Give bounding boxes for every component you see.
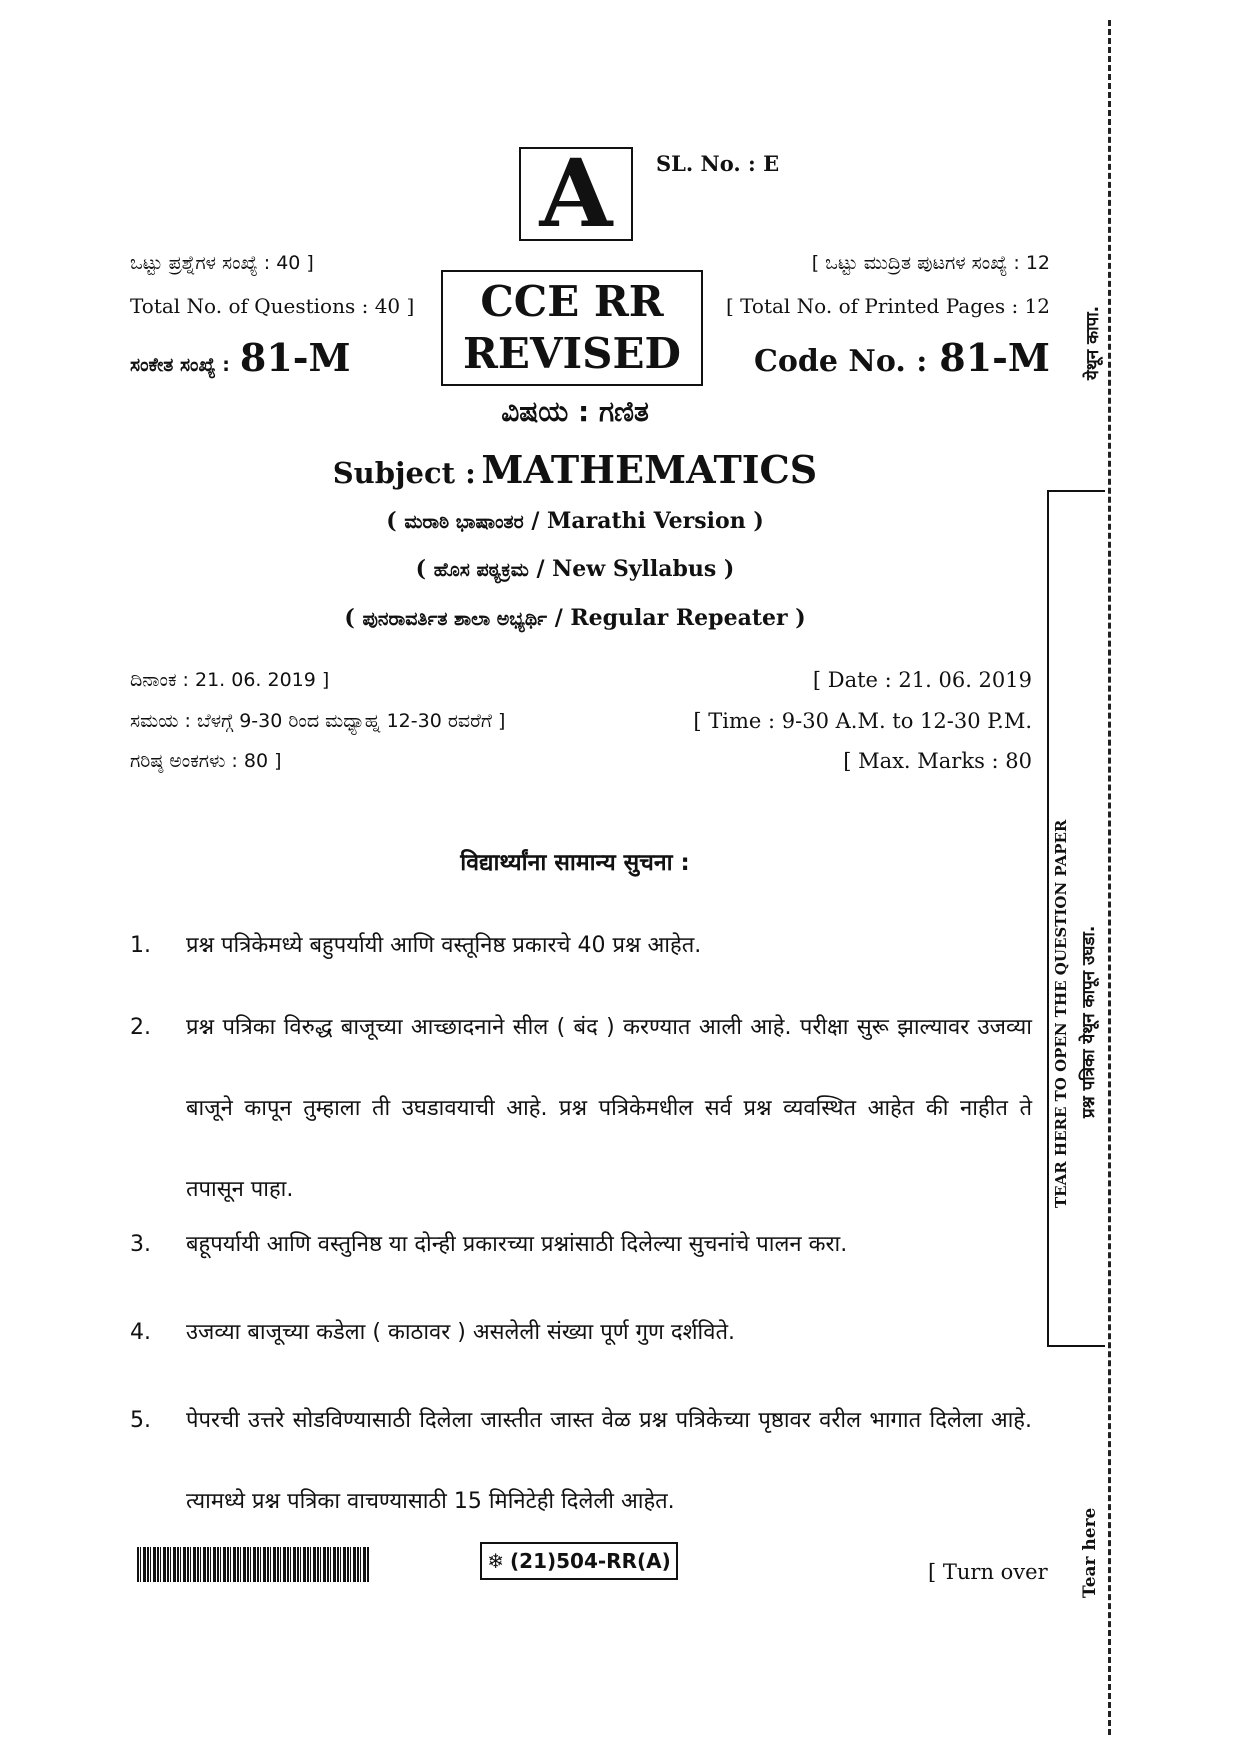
instruction-text: पेपरची उत्तरे सोडविण्यासाठी दिलेला जास्तीत जास्त वेळ प्रश्न पत्रिकेच्या पृष्ठावर वरील भागात दिलेला आहे. त्यामध्ये प्रश्न पत्रिका वाचण्यासाठी 15 मिनिटेही दिलेली आहेत. bbox=[186, 1408, 1032, 1514]
version-kannada: ಮರಾಠಿ ಭಾಷಾಂತರ bbox=[404, 511, 524, 533]
barcode bbox=[137, 1547, 370, 1582]
tear-instruction-marathi: प्रश्न पत्रिका येथून कापून उघडा. bbox=[1079, 925, 1099, 1118]
cce-line-2: REVISED bbox=[463, 329, 681, 378]
date: [ Date : 21. 06. 2019 bbox=[812, 668, 1032, 692]
side-cut-text: येथून कापा. bbox=[1083, 305, 1103, 380]
instruction-number: 4. bbox=[130, 1320, 151, 1345]
instruction-number: 5. bbox=[130, 1408, 151, 1433]
code-value-left: 81-M bbox=[239, 335, 351, 380]
instruction-number: 1. bbox=[130, 933, 151, 958]
kn-total-pages: [ ಒಟ್ಟು ಮುದ್ರಿತ ಪುಟಗಳ ಸಂಖ್ಯೆ : 12 bbox=[811, 252, 1050, 274]
kn-date: ದಿನಾಂಕ : 21. 06. 2019 ] bbox=[130, 669, 330, 691]
subject-value: MATHEMATICS bbox=[481, 447, 818, 492]
set-letter-box bbox=[519, 139, 633, 249]
version-line bbox=[0, 508, 1150, 534]
max-marks: [ Max. Marks : 80 bbox=[843, 749, 1032, 773]
serial-number: SL. No. : E bbox=[656, 151, 780, 176]
kn-code-row bbox=[130, 335, 351, 380]
instruction-text: बहूपर्यायी आणि वस्तुनिष्ठ या दोन्ही प्रकारच्या प्रश्नांसाठी दिलेल्या सुचनांचे पालन करा. bbox=[186, 1232, 848, 1257]
syllabus-line bbox=[0, 556, 1150, 582]
paper-code: (21)504-RR(A) bbox=[510, 1549, 671, 1573]
time: [ Time : 9-30 A.M. to 12-30 P.M. bbox=[693, 709, 1032, 733]
code-value-right: 81-M bbox=[939, 335, 1050, 380]
instruction-text: प्रश्न पत्रिकेमध्ये बहुपर्यायी आणि वस्तूनिष्ठ प्रकारचे 40 प्रश्न आहेत. bbox=[186, 933, 702, 958]
kn-marks: ಗರಿಷ್ಠ ಅಂಕಗಳು : 80 ] bbox=[130, 750, 282, 772]
tear-line bbox=[1108, 20, 1111, 1735]
syllabus-english: / New Syllabus ) bbox=[536, 556, 735, 582]
total-questions: Total No. of Questions : 40 ] bbox=[130, 294, 415, 318]
instruction-number: 3. bbox=[130, 1232, 151, 1257]
candidate-open: ( bbox=[344, 605, 355, 631]
candidate-english: / Regular Repeater ) bbox=[554, 605, 806, 631]
instructions-heading: विद्यार्थ्यांना सामान्य सुचना : bbox=[460, 850, 690, 876]
paper-code-box bbox=[480, 1542, 678, 1580]
candidate-line bbox=[0, 605, 1150, 631]
kn-time: ಸಮಯ : ಬೆಳಗ್ಗೆ 9-30 ರಿಂದ ಮಧ್ಯಾಹ್ನ 12-30 ರವರೆಗೆ ] bbox=[130, 710, 506, 732]
kn-total-questions: ಒಟ್ಟು ಪ್ರಶ್ನೆಗಳ ಸಂಖ್ಯೆ : 40 ] bbox=[130, 252, 314, 274]
syllabus-kannada: ಹೊಸ ಪಠ್ಯಕ್ರಮ bbox=[433, 559, 529, 581]
turn-over: [ Turn over bbox=[928, 1560, 1048, 1584]
subject-label: Subject : bbox=[332, 456, 476, 490]
instruction-text: उजव्या बाजूच्या कडेला ( काठावर ) असलेली संख्या पूर्ण गुण दर्शविते. bbox=[186, 1320, 736, 1345]
kn-code-label: ಸಂಕೇತ ಸಂಖ್ಯೆ : bbox=[130, 354, 230, 376]
subject-line bbox=[0, 447, 1150, 492]
total-pages: [ Total No. of Printed Pages : 12 bbox=[725, 294, 1050, 318]
cce-rr-box bbox=[441, 270, 703, 386]
instruction-number: 2. bbox=[130, 1015, 151, 1040]
tear-instruction-english: TEAR HERE TO OPEN THE QUESTION PAPER bbox=[1052, 819, 1070, 1208]
set-letter: A bbox=[539, 139, 613, 249]
syllabus-open: ( bbox=[415, 556, 427, 582]
version-english: / Marathi Version ) bbox=[531, 508, 764, 534]
subject-kannada: ವಿಷಯ : ಗಣಿತ bbox=[501, 395, 649, 428]
version-open: ( bbox=[386, 508, 397, 534]
candidate-kannada: ಪುನರಾವರ್ತಿತ ಶಾಲಾ ಅಭ್ಯರ್ಥಿ bbox=[362, 608, 548, 630]
code-label: Code No. : bbox=[754, 344, 928, 379]
instruction-text: प्रश्न पत्रिका विरुद्ध बाजूच्या आच्छादनाने सील ( बंद ) करण्यात आली आहे. परीक्षा सुरू झाल्यावर उजव्या बाजूने कापून तुम्हाला ती उघडावयाची आहे. प्रश्न पत्रिकेमधील सर्व प्रश्न व्यवस्थित आहेत की नाहीत ते तपासून पाहा. bbox=[186, 1015, 1032, 1202]
cce-line-1: CCE RR bbox=[480, 277, 664, 326]
snowflake-icon: ❄ bbox=[487, 1549, 505, 1573]
code-row bbox=[754, 335, 1050, 380]
tear-here-label: Tear here bbox=[1080, 1507, 1100, 1598]
